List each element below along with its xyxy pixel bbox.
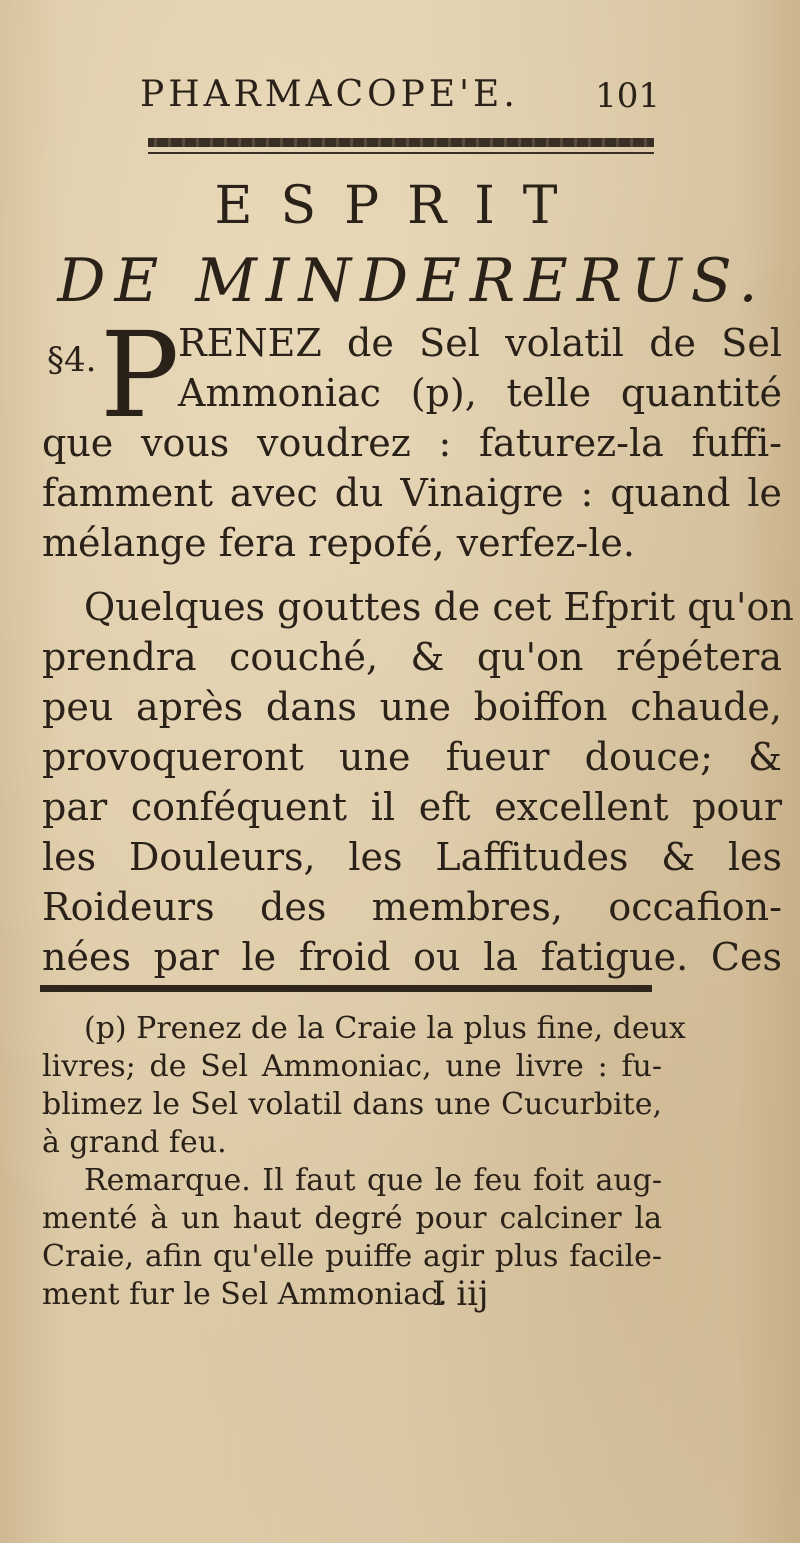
footnote-line: à grand feu.	[42, 1125, 227, 1160]
text-line: mélange fera repofé, verfez-le.	[42, 521, 635, 565]
text-line: provoqueront une fueur douce; &	[42, 735, 782, 779]
footnote	[42, 1010, 686, 1314]
footnote-line: (p) Prenez de la Craie la plus fine, deux	[84, 1011, 686, 1046]
text-line: peu après dans une boiffon chaude,	[42, 685, 782, 729]
usage-paragraph	[42, 582, 794, 982]
text-line: nées par le froid ou la fatigue. Ces	[42, 935, 782, 979]
text-line: les Douleurs, les Laffitudes & les	[42, 835, 782, 879]
footnote-rule	[40, 985, 652, 992]
footnote-line: blimez le Sel volatil dans une Cucurbite,	[42, 1087, 662, 1122]
text-line: Roideurs des membres, occafion-	[42, 885, 782, 929]
text-line: prendra couché, & qu'on répétera	[42, 635, 782, 679]
chapter-subtitle: DE MINDERERUS.	[57, 246, 767, 316]
footnote-line: livres; de Sel Ammoniac, une livre : fu-	[42, 1049, 662, 1084]
recipe-paragraph	[42, 306, 782, 568]
remark-line: Craie, afin qu'elle puiffe agir plus facile-	[42, 1239, 662, 1274]
signature-mark: I iij	[432, 1274, 489, 1314]
text-line: RENEZ de Sel volatil de Sel	[178, 321, 782, 365]
drop-cap: P	[100, 306, 180, 444]
remark-line: ment fur le Sel Ammoniac.	[42, 1277, 448, 1312]
page-number: 101	[595, 76, 660, 116]
text-line: par conféquent il eft excellent pour	[42, 785, 782, 829]
remark-line: Remarque. Il faut que le feu foit aug-	[84, 1163, 662, 1198]
remark-line: menté à un haut degré pour calciner la	[42, 1201, 662, 1236]
text-line: Quelques gouttes de cet Efprit qu'on	[84, 585, 794, 629]
page-header	[140, 74, 660, 124]
section-number: §4.	[47, 340, 97, 380]
text-line: Ammoniac (p), telle quantité	[178, 371, 782, 415]
text-line: que vous voudrez : faturez-la fuffi-	[42, 421, 782, 465]
ornamental-rule	[148, 138, 654, 147]
text-line: famment avec du Vinaigre : quand le	[42, 471, 782, 515]
ornamental-rule-thin	[148, 152, 654, 154]
running-title: PHARMACOPE'E.	[140, 74, 519, 115]
chapter-title: ESPRIT	[214, 176, 586, 236]
